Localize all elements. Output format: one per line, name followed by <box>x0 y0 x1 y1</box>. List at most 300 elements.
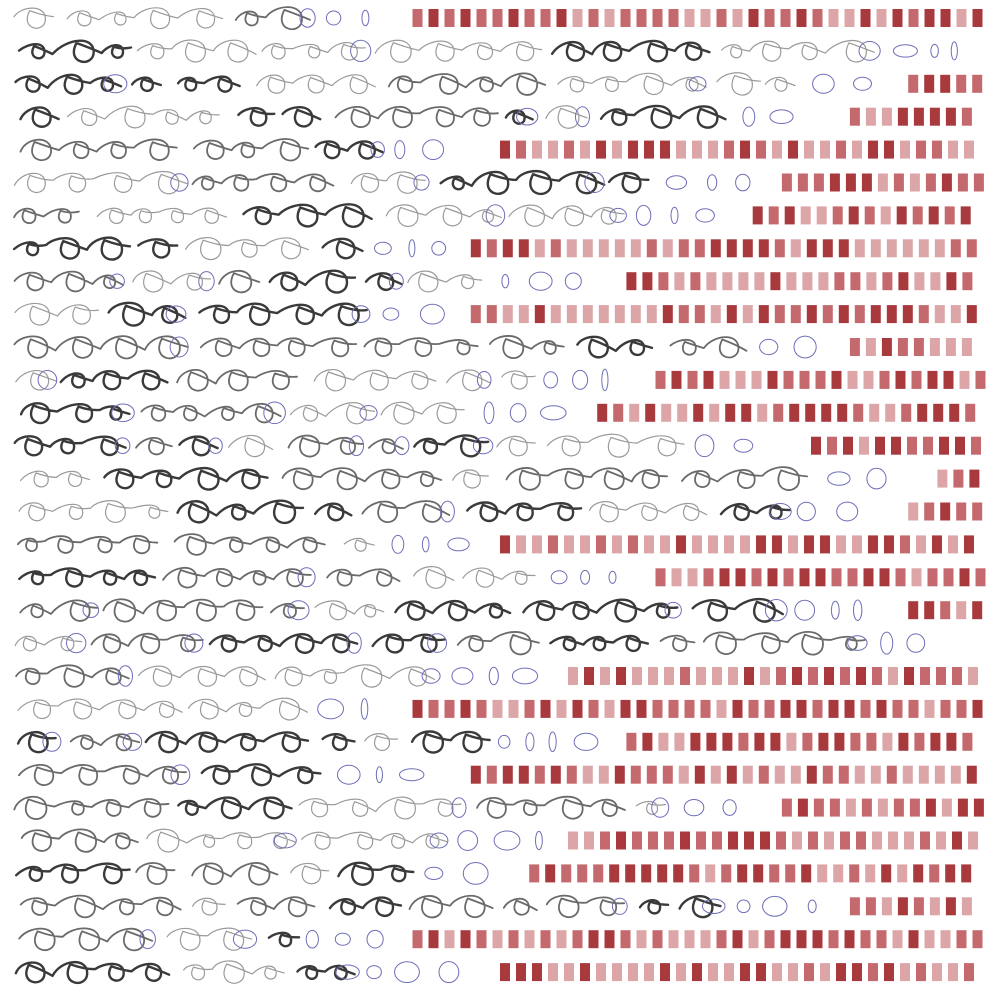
shaded-bar <box>629 404 639 422</box>
shaded-bar <box>583 766 593 784</box>
shaded-bar <box>882 108 892 126</box>
shaded-bar <box>813 930 823 948</box>
shaded-bar <box>648 667 658 685</box>
shaded-bar <box>898 733 908 751</box>
shaded-bar <box>775 305 785 323</box>
shaded-bar <box>669 700 679 718</box>
shaded-bar <box>596 535 606 553</box>
shaded-bar <box>897 864 907 882</box>
shaded-bar <box>749 9 759 27</box>
shaded-bar <box>820 535 830 553</box>
shaded-bar <box>968 667 978 685</box>
shaded-bar <box>974 174 984 192</box>
shaded-bar <box>848 371 858 389</box>
shaded-bar <box>429 930 439 948</box>
shaded-bar <box>631 239 641 257</box>
shaded-bar <box>568 832 578 850</box>
shaded-bar <box>525 9 535 27</box>
shaded-bar <box>935 239 945 257</box>
shaded-bar <box>660 535 670 553</box>
shaded-bar <box>653 930 663 948</box>
shaded-bar <box>679 239 689 257</box>
shaded-bar <box>500 535 510 553</box>
shaded-bar <box>685 930 695 948</box>
shaded-bar <box>859 437 869 455</box>
shaded-bar <box>769 206 779 224</box>
shaded-bar <box>577 864 587 882</box>
shaded-bar <box>952 832 962 850</box>
shaded-bar <box>868 141 878 159</box>
shaded-bar <box>976 371 986 389</box>
shaded-bar <box>776 667 786 685</box>
shaded-bar <box>800 371 810 389</box>
shaded-bar <box>711 766 721 784</box>
shaded-bar <box>616 667 626 685</box>
shaded-bar <box>875 437 885 455</box>
shaded-bar <box>503 239 513 257</box>
shaded-bar <box>695 305 705 323</box>
shaded-bar <box>631 305 641 323</box>
shaded-bar <box>712 832 722 850</box>
shaded-bar <box>548 141 558 159</box>
shaded-bar <box>772 141 782 159</box>
shaded-bar <box>589 930 599 948</box>
shaded-bar <box>797 9 807 27</box>
shaded-bar <box>850 733 860 751</box>
shaded-bar <box>589 9 599 27</box>
shaded-bar <box>813 700 823 718</box>
shaded-bar <box>631 766 641 784</box>
shaded-bar <box>836 141 846 159</box>
shaded-bar <box>785 864 795 882</box>
shaded-bar <box>564 535 574 553</box>
shaded-bar <box>968 832 978 850</box>
shaded-bar <box>930 897 940 915</box>
shaded-bar <box>743 305 753 323</box>
shaded-bar <box>760 832 770 850</box>
shaded-bar <box>864 371 874 389</box>
shaded-bar <box>974 799 984 817</box>
shaded-bar <box>871 766 881 784</box>
shaded-bar <box>756 535 766 553</box>
shaded-bar <box>725 404 735 422</box>
shaded-bar <box>413 700 423 718</box>
shaded-bar <box>957 700 967 718</box>
shaded-bar <box>509 9 519 27</box>
shaded-bar <box>599 305 609 323</box>
shaded-bar <box>846 799 856 817</box>
shaded-bar <box>846 174 856 192</box>
shaded-bar <box>866 108 876 126</box>
shaded-bar <box>589 700 599 718</box>
shaded-bar <box>625 864 635 882</box>
shaded-bar <box>808 832 818 850</box>
shaded-bar <box>567 305 577 323</box>
shaded-bar <box>656 371 666 389</box>
shaded-bar <box>756 141 766 159</box>
shaded-bar <box>792 667 802 685</box>
shaded-bar <box>811 437 821 455</box>
shaded-bar <box>658 272 668 290</box>
shaded-bar <box>840 832 850 850</box>
shaded-bar <box>724 535 734 553</box>
shaded-bar <box>525 930 535 948</box>
shaded-bar <box>736 568 746 586</box>
shaded-bar <box>945 206 955 224</box>
shaded-bar <box>551 766 561 784</box>
shaded-bar <box>600 667 610 685</box>
shaded-bar <box>663 766 673 784</box>
shaded-bar <box>925 930 935 948</box>
shaded-bar <box>948 535 958 553</box>
shaded-bar <box>823 305 833 323</box>
shaded-bar <box>909 930 919 948</box>
shaded-bar <box>754 272 764 290</box>
shaded-bar <box>871 239 881 257</box>
shaded-bar <box>839 305 849 323</box>
shaded-bar <box>878 799 888 817</box>
shaded-bar <box>820 141 830 159</box>
shaded-bar <box>830 799 840 817</box>
shaded-bar <box>708 141 718 159</box>
shaded-bar <box>924 75 934 93</box>
shaded-bar <box>937 470 947 488</box>
shaded-bar <box>944 568 954 586</box>
shaded-bar <box>695 766 705 784</box>
shaded-bar <box>792 832 802 850</box>
shaded-bar <box>663 305 673 323</box>
shaded-bar <box>951 305 961 323</box>
shaded-bar <box>839 766 849 784</box>
shaded-bar <box>772 963 782 981</box>
shaded-bar <box>833 206 843 224</box>
shaded-bar <box>644 535 654 553</box>
shaded-bar <box>816 568 826 586</box>
shaded-bar <box>717 700 727 718</box>
shaded-bar <box>647 239 657 257</box>
shaded-bar <box>728 667 738 685</box>
shaded-bar <box>929 206 939 224</box>
shaded-bar <box>840 667 850 685</box>
shaded-bar <box>775 766 785 784</box>
shaded-bar <box>940 503 950 521</box>
shaded-bar <box>958 174 968 192</box>
shaded-bar <box>942 174 952 192</box>
shaded-bar <box>548 963 558 981</box>
shaded-bar <box>941 9 951 27</box>
shaded-bar <box>887 305 897 323</box>
shaded-bar <box>516 141 526 159</box>
shaded-bar <box>898 108 908 126</box>
shaded-bar <box>605 930 615 948</box>
shaded-bar <box>471 305 481 323</box>
shaded-bar <box>509 700 519 718</box>
shaded-bar <box>804 963 814 981</box>
shaded-bar <box>881 864 891 882</box>
shaded-bar <box>958 799 968 817</box>
shaded-bar <box>960 371 970 389</box>
shaded-bar <box>701 9 711 27</box>
shaded-bar <box>743 239 753 257</box>
shaded-bar <box>861 9 871 27</box>
shaded-bar <box>599 766 609 784</box>
shaded-bar <box>487 766 497 784</box>
shaded-bar <box>845 9 855 27</box>
shaded-bar <box>802 733 812 751</box>
shaded-bar <box>532 535 542 553</box>
shaded-bar <box>944 371 954 389</box>
shaded-bar <box>935 305 945 323</box>
shaded-bar <box>782 174 792 192</box>
shaded-bar <box>541 700 551 718</box>
shaded-bar <box>487 239 497 257</box>
shaded-bar <box>881 206 891 224</box>
shaded-bar <box>712 667 722 685</box>
shaded-bar <box>919 239 929 257</box>
shaded-bar <box>759 305 769 323</box>
shaded-bar <box>852 535 862 553</box>
shaded-bar <box>637 700 647 718</box>
shaded-bar <box>972 601 982 619</box>
shaded-bar <box>493 700 503 718</box>
shaded-bar <box>804 141 814 159</box>
shaded-bar <box>910 174 920 192</box>
shaded-bar <box>924 503 934 521</box>
shaded-bar <box>677 404 687 422</box>
shaded-bar <box>866 897 876 915</box>
shaded-bar <box>445 700 455 718</box>
shaded-bar <box>548 535 558 553</box>
shaded-bar <box>701 930 711 948</box>
shaded-bar <box>529 864 539 882</box>
shaded-bar <box>642 272 652 290</box>
shaded-bar <box>701 700 711 718</box>
shaded-bar <box>852 141 862 159</box>
shaded-bar <box>971 437 981 455</box>
shaded-bar <box>704 568 714 586</box>
shaded-bar <box>839 239 849 257</box>
shaded-bar <box>660 963 670 981</box>
shaded-bar <box>893 700 903 718</box>
shaded-bar <box>805 404 815 422</box>
shaded-bar <box>877 700 887 718</box>
shaded-bar <box>973 9 983 27</box>
shaded-bar <box>832 371 842 389</box>
shaded-bar <box>693 404 703 422</box>
shaded-bar <box>711 305 721 323</box>
shaded-bar <box>951 239 961 257</box>
shaded-bar <box>609 864 619 882</box>
shaded-bar <box>626 733 636 751</box>
shaded-bar <box>824 667 834 685</box>
shaded-bar <box>817 864 827 882</box>
shaded-bar <box>733 700 743 718</box>
shaded-bar <box>845 930 855 948</box>
shaded-bar <box>676 535 686 553</box>
shaded-bar <box>765 700 775 718</box>
shaded-bar <box>706 272 716 290</box>
shaded-bar <box>827 437 837 455</box>
shaded-bar <box>612 535 622 553</box>
shaded-bar <box>956 601 966 619</box>
shaded-bar <box>884 963 894 981</box>
shaded-bar <box>773 404 783 422</box>
shaded-bar <box>884 141 894 159</box>
shaded-bar <box>885 404 895 422</box>
shaded-bar <box>664 667 674 685</box>
shaded-bar <box>843 437 853 455</box>
shaded-bar <box>621 9 631 27</box>
shaded-bar <box>932 963 942 981</box>
shaded-bar <box>413 930 423 948</box>
shaded-bar <box>680 667 690 685</box>
shaded-bar <box>916 141 926 159</box>
shaded-bar <box>791 305 801 323</box>
shaded-bar <box>788 963 798 981</box>
shaded-bar <box>692 141 702 159</box>
shaded-bar <box>882 272 892 290</box>
shaded-bar <box>897 206 907 224</box>
shaded-bar <box>445 9 455 27</box>
shaded-bar <box>775 239 785 257</box>
shaded-bar <box>561 864 571 882</box>
shaded-bar <box>738 733 748 751</box>
shaded-bar <box>797 930 807 948</box>
shaded-bar <box>760 667 770 685</box>
shaded-bar <box>807 239 817 257</box>
shaded-bar <box>637 9 647 27</box>
shaded-bar <box>960 568 970 586</box>
shaded-bar <box>768 568 778 586</box>
shaded-bar <box>567 766 577 784</box>
shaded-bar <box>653 700 663 718</box>
shaded-bar <box>656 568 666 586</box>
shaded-bar <box>946 272 956 290</box>
shaded-bar <box>621 930 631 948</box>
shaded-bar <box>733 9 743 27</box>
shaded-bar <box>503 305 513 323</box>
shaded-bar <box>672 568 682 586</box>
shaded-bar <box>519 305 529 323</box>
shaded-bar <box>632 832 642 850</box>
shaded-bar <box>628 963 638 981</box>
shaded-bar <box>551 305 561 323</box>
shaded-bar <box>532 141 542 159</box>
shaded-bar <box>580 535 590 553</box>
shaded-bar <box>833 864 843 882</box>
shaded-bar <box>744 832 754 850</box>
shaded-bar <box>753 206 763 224</box>
shaded-bar <box>477 9 487 27</box>
shaded-bar <box>900 963 910 981</box>
shaded-bar <box>674 272 684 290</box>
shaded-bar <box>864 568 874 586</box>
shaded-bar <box>912 371 922 389</box>
shaded-bar <box>916 963 926 981</box>
shaded-bar <box>865 206 875 224</box>
shaded-bar <box>801 864 811 882</box>
shaded-bar <box>856 832 866 850</box>
shaded-bar <box>872 667 882 685</box>
shaded-bar <box>688 371 698 389</box>
shaded-bar <box>743 766 753 784</box>
shaded-bar <box>904 667 914 685</box>
shaded-bar <box>832 568 842 586</box>
shaded-bar <box>976 568 986 586</box>
shaded-bar <box>613 404 623 422</box>
shaded-bar <box>769 864 779 882</box>
shaded-bar <box>674 733 684 751</box>
shaded-bar <box>776 832 786 850</box>
shaded-bar <box>724 963 734 981</box>
shaded-bar <box>946 897 956 915</box>
shaded-bar <box>689 864 699 882</box>
shaded-bar <box>804 535 814 553</box>
shaded-bar <box>877 930 887 948</box>
shaded-bar <box>962 272 972 290</box>
shaded-bar <box>928 568 938 586</box>
shaded-bar <box>914 272 924 290</box>
shaded-bar <box>573 9 583 27</box>
shaded-bar <box>855 239 865 257</box>
shaded-bar <box>535 766 545 784</box>
shaded-bar <box>948 963 958 981</box>
shaded-bar <box>849 206 859 224</box>
shaded-bar <box>709 404 719 422</box>
shaded-bar <box>584 832 594 850</box>
shaded-bar <box>932 141 942 159</box>
shaded-bar <box>877 9 887 27</box>
shaded-bar <box>900 535 910 553</box>
shaded-bar <box>692 963 702 981</box>
shaded-bar <box>919 766 929 784</box>
shaded-bar <box>749 930 759 948</box>
shaded-bar <box>706 733 716 751</box>
shaded-bar <box>850 338 860 356</box>
shaded-bar <box>907 437 917 455</box>
shaded-bar <box>814 799 824 817</box>
shaded-bar <box>961 206 971 224</box>
shaded-bar <box>862 174 872 192</box>
shaded-bar <box>717 930 727 948</box>
shaded-bar <box>967 766 977 784</box>
shaded-bar <box>896 371 906 389</box>
shaded-bar <box>557 930 567 948</box>
shaded-bar <box>829 930 839 948</box>
shaded-bar <box>849 864 859 882</box>
shaded-bar <box>663 239 673 257</box>
shaded-bar <box>721 864 731 882</box>
shaded-bar <box>866 272 876 290</box>
shaded-bar <box>696 832 706 850</box>
shaded-bar <box>584 667 594 685</box>
shaded-bar <box>782 799 792 817</box>
shaded-bar <box>967 239 977 257</box>
shaded-bar <box>853 404 863 422</box>
shaded-bar <box>519 766 529 784</box>
shaded-bar <box>551 239 561 257</box>
shaded-bar <box>914 897 924 915</box>
shaded-bar <box>925 700 935 718</box>
shaded-bar <box>834 733 844 751</box>
shaded-bar <box>642 733 652 751</box>
shaded-bar <box>949 404 959 422</box>
shaded-bar <box>615 239 625 257</box>
shaded-bar <box>964 535 974 553</box>
shaded-bar <box>564 141 574 159</box>
shaded-bar <box>923 437 933 455</box>
shaded-bar <box>429 9 439 27</box>
